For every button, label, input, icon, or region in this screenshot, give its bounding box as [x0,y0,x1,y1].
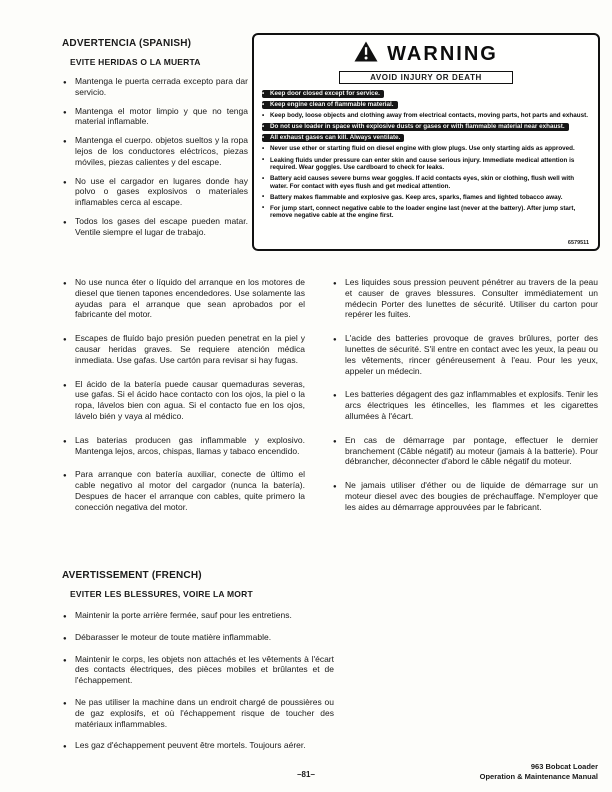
bullet-item: ● Escapes de fluído bajo presión pueden penetrat en la piel y causar heridas graves. Se requiere atención médica inmediata. Use gafas. Use cartón para revisar si hay fugas. [62,333,305,365]
warning-item: • For jump start, connect negative cable to the loader engine last (never at the battery). After jump start, remove negative cable at the engine first. [262,205,590,220]
french-translation-column [332,277,598,513]
warning-item: • Do not use loader in space with explosive dusts or gases or with flammable material near exhaust. [262,123,569,131]
spanish-section-top [62,38,248,238]
bullet-item: ● Maintenir le corps, les objets non attachés et les vêtements à l'écart des contacts électriques, des pièces mobiles et brûlantes et de l'échappement. [62,654,334,686]
bullet-item: ● Para arranque con batería auxiliar, conecte de último el cable negativo al motor del cargador (nunca la batería). Despues de hacer el arranque con cables, quite primero la conección negativa del motor. [62,469,305,512]
warning-box [252,33,600,251]
bullet-item: ● Débarasser le moteur de toute matière inflammable. [62,632,334,643]
french-list [62,610,334,751]
warning-item: • Keep door closed except for service. [262,90,384,98]
bullet-item: ● No use nunca éter o líquido del arranque en los motores de diesel que tienen tapones encendedores. Use solamente las ayudas para el arranque que sean aprobados por el fabricante del motor. [62,277,305,320]
warning-item: • Keep body, loose objects and clothing away from electrical contacts, moving parts, hot parts and exhaust. [262,112,590,120]
bullet-item: ● No use el cargador en lugares donde hay polvo o gases explosivos o materiales inflamables cerca al escape. [62,176,248,208]
avoid-injury-banner: AVOID INJURY OR DEATH [339,71,513,84]
warning-title: WARNING [387,42,498,65]
spanish-heading: ADVERTENCIA (SPANISH) [62,38,192,49]
footer-page-number: –81– [297,770,315,779]
footer-doc-title-line2: Operation & Maintenance Manual [479,771,598,781]
bullet-item: ● Las baterias producen gas inflammable y explosivo. Mantenga lejos, arcos, chispas, llamas y tabaco encendido. [62,435,305,457]
warning-item: • Leaking fluids under pressure can enter skin and cause serious injury. Immediate medical attention is required. Wear goggles. Use cardboard to check for leaks. [262,157,590,172]
bullet-item: ● Les gaz d'échappement peuvent être mortels. Toujours aérer. [62,740,334,751]
warning-item: • Battery makes flammable and explosive gas. Keep arcs, sparks, flames and lighted tobacco away. [262,194,590,202]
bullet-item: ● Todos los gases del escape pueden matar. Ventile siempre el lugar de trabajo. [62,216,248,238]
french-section [62,570,334,751]
french-translation-list [332,277,598,513]
bullet-item: ● Ne jamais utiliser d'éther ou de liquide de démarrage sur un moteur diesel avec des bougies de préchauffage. N'employer que les aides au démarrage approuvées par le fabricant. [332,480,598,512]
footer-doc-title [480,762,598,781]
warning-item: • Battery acid causes severe burns wear goggles. If acid contacts eyes, skin or clothing, flush well with water. For contact with eyes flush and get medical attention. [262,175,590,190]
bullet-item: ● Ne pas utiliser la machine dans un endroit chargé de poussières ou de gaz explosifs, et où l'échappement risque de toucher des matériaux inflammables. [62,697,334,729]
warning-item: • Keep engine clean of flammable material. [262,101,398,109]
bullet-item: ● L'acide des batteries provoque de graves brûlures, porter des lunettes de sécurité. S'il entre en contact avec les yeux, la peau ou les vêtements, rincer généreusement à l'eau. Pour les yeux, appeler un médecin. [332,333,598,376]
bullet-item: ● Les liquides sous pression peuvent pénétrer au travers de la peau et causer de graves blessures. Consulter immédiatement un médecin Porter des lunettes de sécurité. Utiliser du carton pour repérer les fuites. [332,277,598,320]
spanish-section-continued [62,277,305,513]
warning-item: • Never use ether or starting fluid on diesel engine with glow plugs. Use only starting aids as approved. [262,145,590,153]
bullet-item: ● Maintenir la porte arrière fermée, sauf pour les entretiens. [62,610,334,621]
bullet-item: ● Les batteries dégagent des gaz inflammables et explosifs. Tenir les arcs électriques les étincelles, les flammes et les cigarettes allumées à l'écart. [332,389,598,421]
spanish-continued-list [62,277,305,513]
bullet-item: ● En cas de démarrage par pontage, effectuer le dernier branchement (Câble négatif) au moteur (jamais à la batterie). Pour débrancher, déconnecter d'abord le câble négatif du moteur. [332,435,598,467]
spanish-subheading: EVITE HERIDAS O LA MUERTA [70,57,201,67]
footer-doc-title-line1: 963 Bobcat Loader [530,762,598,771]
french-subheading: EVITER LES BLESSURES, VOIRE LA MORT [70,589,253,599]
warning-item: • All exhaust gases can kill. Always ventilate. [262,134,404,142]
spanish-top-list [62,76,248,238]
warning-triangle-icon [354,41,378,67]
bullet-item: ● El ácido de la batería puede causar quemaduras severas, use gafas. Si el ácido hace contacto con los ojos, la piel o la ropa, lávelos bien con agua. Si el contacto fue en los ojos, lávelo bién y vaya al médico. [62,379,305,422]
french-heading: AVERTISSEMENT (FRENCH) [62,570,202,581]
bullet-item: ● Mantenga le puerta cerrada excepto para dar servicio. [62,76,248,98]
warning-header [262,40,590,71]
bullet-item: ● Mantenga el motor limpio y que no tenga material inflamable. [62,106,248,128]
warning-item-list [262,90,590,220]
bullet-item: ● Mantenga el cuerpo. objetos sueltos y la ropa lejos de los conductores eléctricos, piezas móviles, piezas calientes y del escape. [62,135,248,167]
warning-part-number: 6579511 [567,240,589,246]
